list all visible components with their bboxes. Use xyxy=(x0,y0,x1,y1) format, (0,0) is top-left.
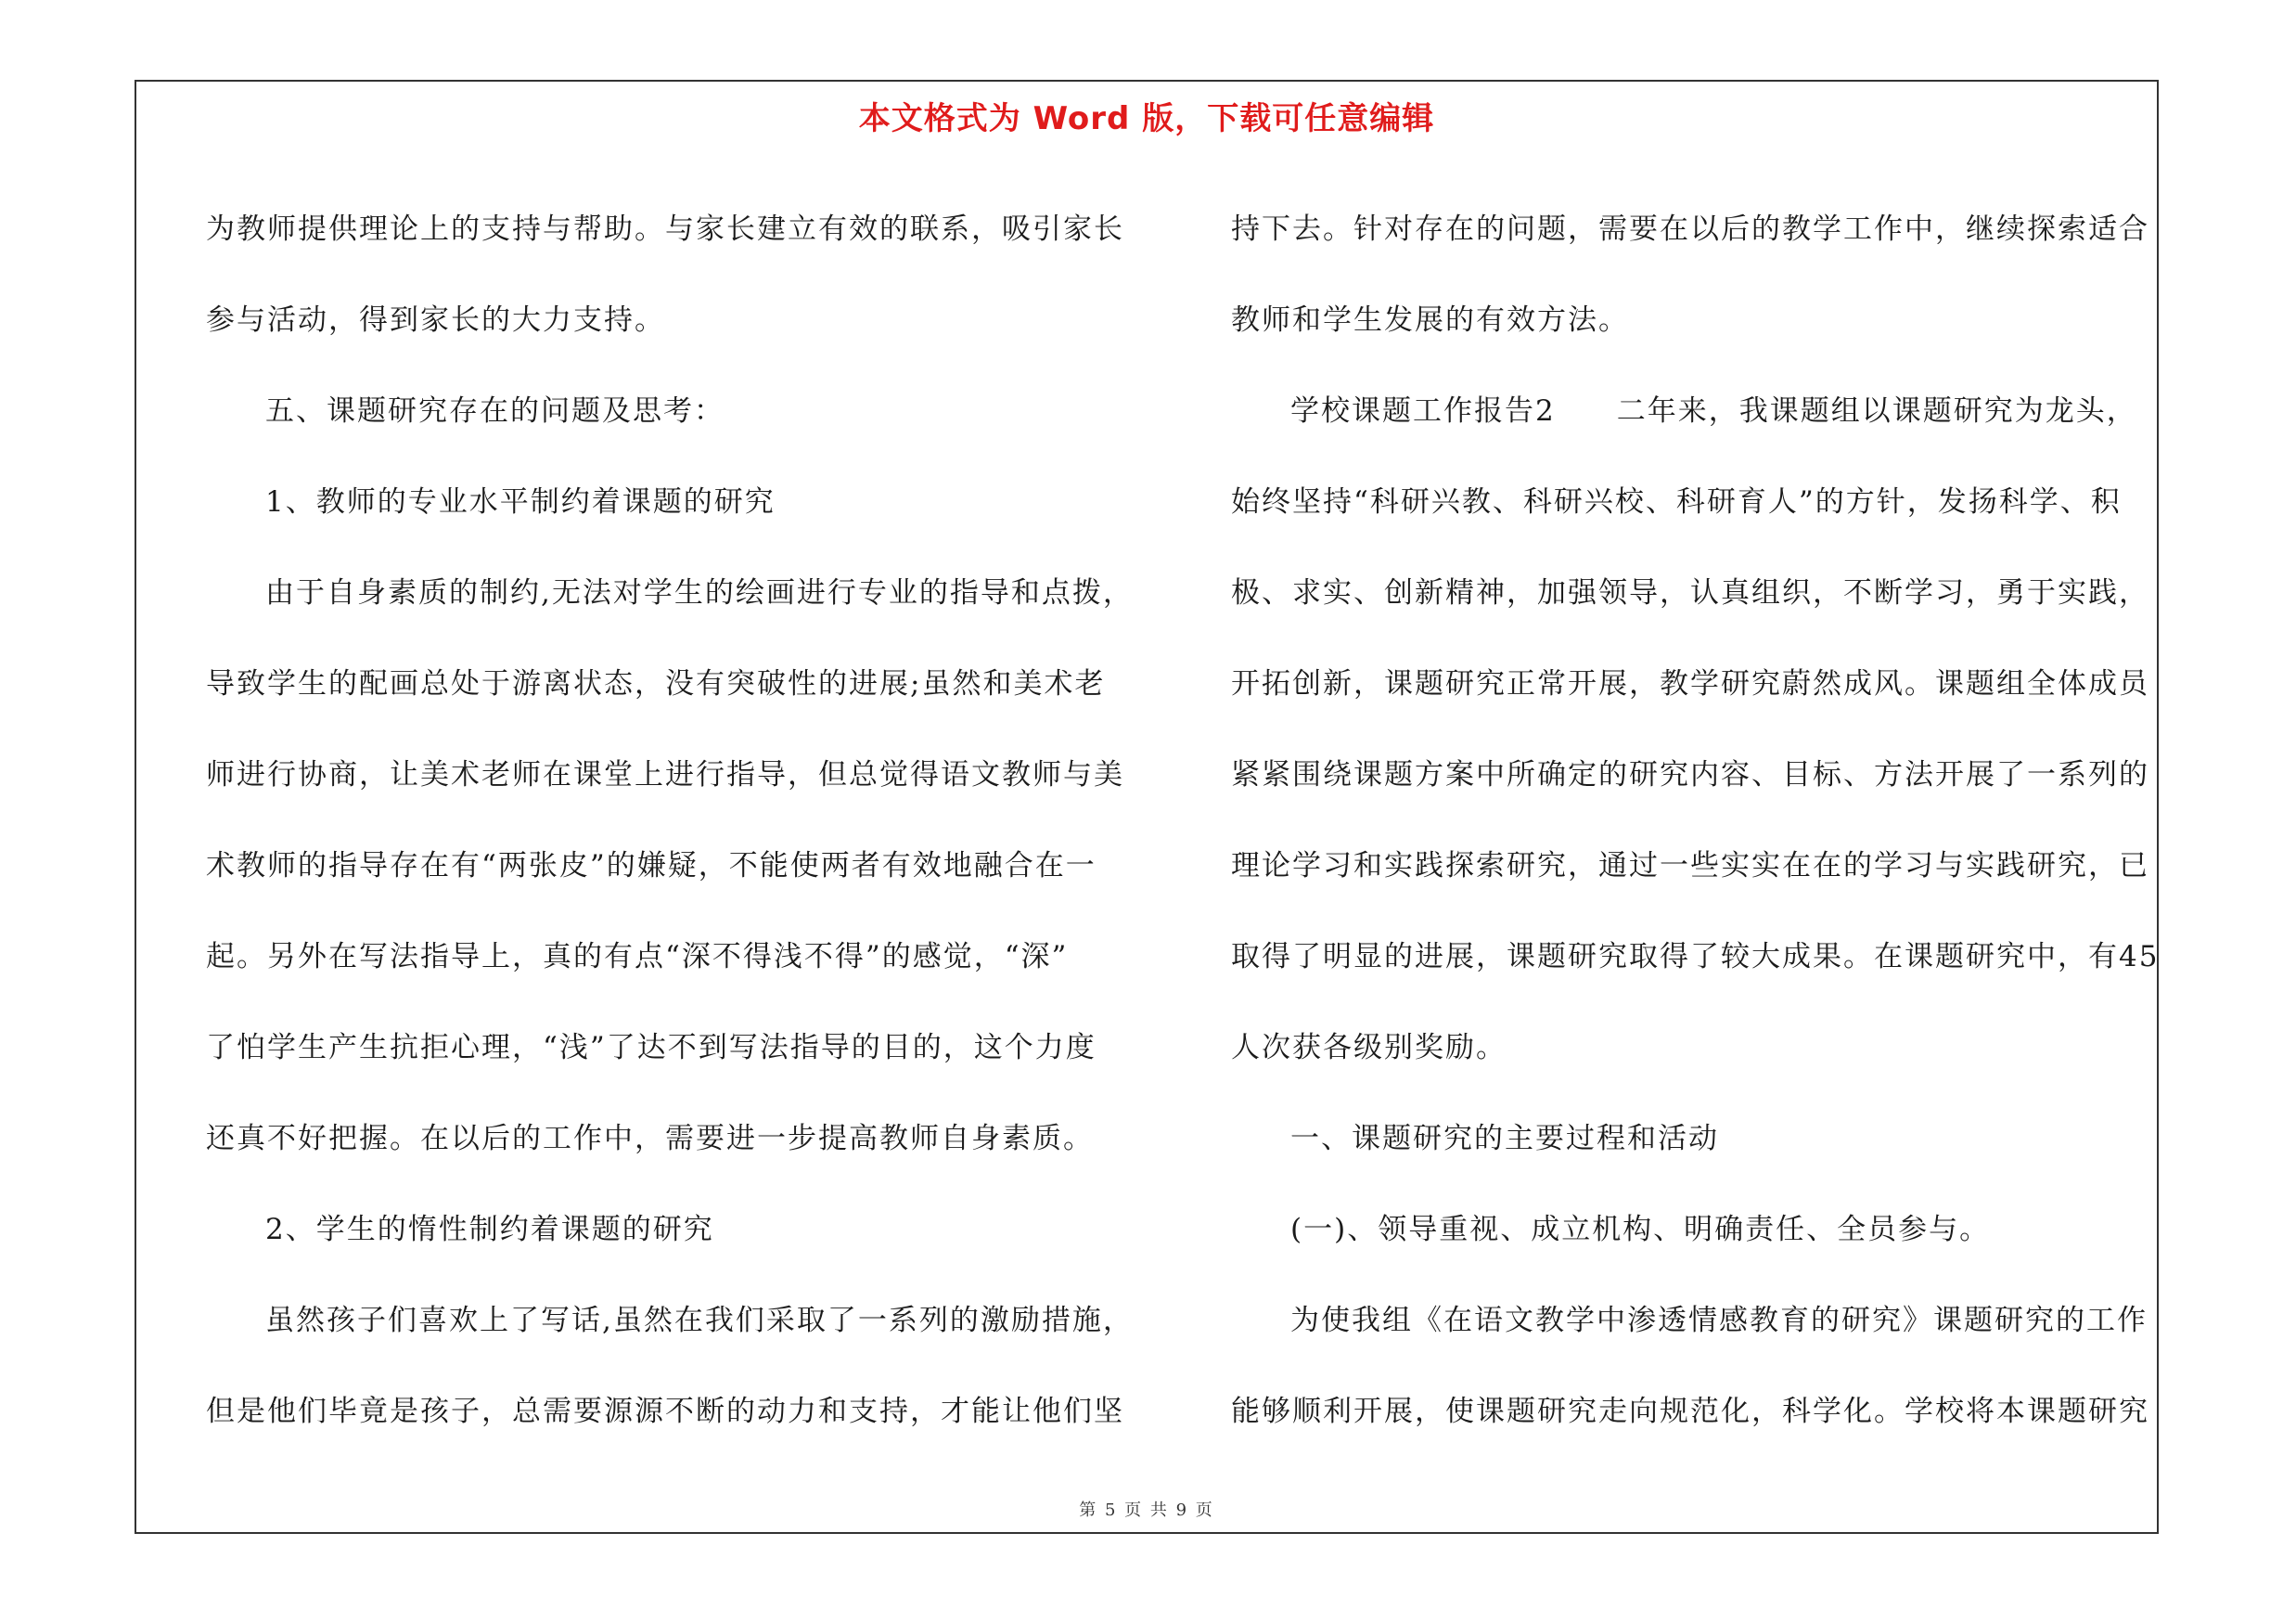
text-line: 术教师的指导存在有“两张皮”的嫌疑，不能使两者有效地融合在一 xyxy=(206,849,1097,882)
text-line: 学校课题工作报告2 二年来，我课题组以课题研究为龙头， xyxy=(1290,394,2137,428)
text-line: 始终坚持“科研兴教、科研兴校、科研育人”的方针，发扬科学、积 xyxy=(1231,485,2122,519)
page-frame xyxy=(135,80,2159,1534)
text-line: 极、求实、创新精神，加强领导，认真组织，不断学习，勇于实践， xyxy=(1231,576,2149,610)
text-line: 五、课题研究存在的问题及思考： xyxy=(265,394,725,428)
left-column xyxy=(206,184,1134,1457)
text-line: 人次获各级别奖励。 xyxy=(1231,1031,1507,1064)
text-line: 虽然孩子们喜欢上了写话,虽然在我们采取了一系列的激励措施， xyxy=(265,1304,1134,1337)
right-column xyxy=(1231,184,2160,1457)
text-line: 为教师提供理论上的支持与帮助。与家长建立有效的联系，吸引家长 xyxy=(206,213,1124,246)
text-line: 导致学生的配画总处于游离状态，没有突破性的进展;虽然和美术老 xyxy=(206,667,1106,701)
text-line: 教师和学生发展的有效方法。 xyxy=(1231,303,1629,337)
text-line: 但是他们毕竟是孩子，总需要源源不断的动力和支持，才能让他们坚 xyxy=(206,1395,1124,1428)
text-line: 紧紧围绕课题方案中所确定的研究内容、目标、方法开展了一系列的 xyxy=(1231,758,2149,792)
text-line: 取得了明显的进展，课题研究取得了较大成果。在课题研究中，有45 xyxy=(1231,940,2160,973)
text-line: 还真不好把握。在以后的工作中，需要进一步提高教师自身素质。 xyxy=(206,1122,1094,1155)
text-line: 了怕学生产生抗拒心理，“浅”了达不到写法指导的目的，这个力度 xyxy=(206,1031,1097,1064)
text-line: 持下去。针对存在的问题，需要在以后的教学工作中，继续探索适合 xyxy=(1231,213,2149,246)
text-line: 能够顺利开展，使课题研究走向规范化，科学化。学校将本课题研究 xyxy=(1231,1395,2149,1428)
text-line: 参与活动，得到家长的大力支持。 xyxy=(206,303,665,337)
text-line: 由于自身素质的制约,无法对学生的绘画进行专业的指导和点拨， xyxy=(265,576,1134,610)
text-line: 1、教师的专业水平制约着课题的研究 xyxy=(265,485,776,519)
page-number: 第 5 页 共 9 页 xyxy=(1079,1501,1214,1520)
text-line: 2、学生的惰性制约着课题的研究 xyxy=(265,1213,714,1246)
text-line: 起。另外在写法指导上，真的有点“深不得浅不得”的感觉，“深” xyxy=(206,940,1069,973)
text-line: 开拓创新，课题研究正常开展，教学研究蔚然成风。课题组全体成员 xyxy=(1231,667,2149,701)
text-line: 师进行协商，让美术老师在课堂上进行指导，但总觉得语文教师与美 xyxy=(206,758,1124,792)
text-line: 为使我组《在语文教学中渗透情感教育的研究》课题研究的工作 xyxy=(1290,1304,2148,1337)
text-line: 一、课题研究的主要过程和活动 xyxy=(1290,1122,1719,1155)
text-line: (一)、领导重视、成立机构、明确责任、全员参与。 xyxy=(1290,1213,1991,1246)
format-banner: 本文格式为 Word 版，下载可任意编辑 xyxy=(858,100,1435,137)
text-line: 理论学习和实践探索研究，通过一些实实在在的学习与实践研究，已 xyxy=(1231,849,2149,882)
